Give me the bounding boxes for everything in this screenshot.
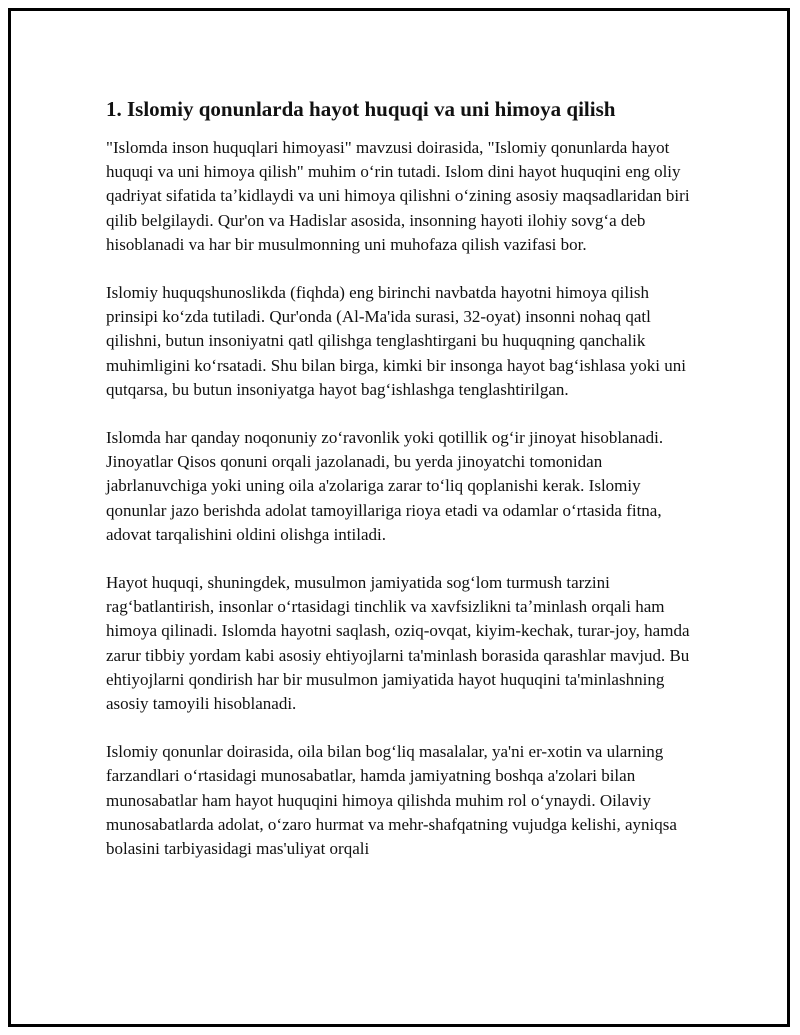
paragraph-2: Islomiy huquqshunoslikda (fiqhda) eng birinchi navbatda hayotni himoya qilish prinsipi koʻzda tutiladi. Qur'onda (Al-Ma'ida surasi, 32-oyat) insonni nohaq qatl qilishni, butun insoniyatni qatl qilishga tenglashtirgani bu huquqning qanchalik muhimligini koʻrsatadi. Shu bilan birga, kimki bir insonga hayot bagʻishlasa yoki uni qutqarsa, bu butun insoniyatga hayot bagʻishlashga tenglashtirilgan. (106, 283, 686, 399)
paragraph-1: "Islomda inson huquqlari himoyasi" mavzusi doirasida, "Islomiy qonunlarda hayot huquqi va uni himoya qilish" muhim oʻrin tutadi. Islom dini hayot huquqini eng oliy qadriyat sifatida taʼkidlaydi va uni himoya qilishni oʻzining asosiy maqsadlaridan biri qilib belgilaydi. Qur'on va Hadislar asosida, insonning hayoti ilohiy sovgʻa deb hisoblanadi va har bir musulmonning uni muhofaza qilish vazifasi bor. (106, 138, 690, 254)
paragraph-4: Hayot huquqi, shuningdek, musulmon jamiyatida sogʻlom turmush tarzini ragʻbatlantirish, insonlar oʻrtasidagi tinchlik va xavfsizlikni taʼminlash orqali ham himoya qilinadi. Islomda hayotni saqlash, oziq-ovqat, kiyim-kechak, turar-joy, hamda zarur tibbiy yordam kabi asosiy ehtiyojlarni ta'minlash borasida qarashlar mavjud. Bu ehtiyojlarni qondirish har bir musulmon jamiyatida hayot huquqini ta'minlashning asosiy tamoyili hisoblanadi. (106, 573, 690, 714)
section-heading: 1. Islomiy qonunlarda hayot huquqi va uni himoya qilish (106, 97, 616, 121)
document-body (106, 96, 696, 885)
paragraph-3: Islomda har qanday noqonuniy zoʻravonlik yoki qotillik ogʻir jinoyat hisoblanadi. Jinoyatlar Qisos qonuni orqali jazolanadi, bu yerda jinoyatchi tomonidan jabrlanuvchiga yoki uning oila a'zolariga zarar toʻliq qoplanishi kerak. Islomiy qonunlar jazo berishda adolat tamoyillariga rioya etadi va odamlar oʻrtasida fitna, adovat tarqalishini oldini olishga intiladi. (106, 428, 664, 544)
paragraph-5: Islomiy qonunlar doirasida, oila bilan bogʻliq masalalar, ya'ni er-xotin va ularning farzandlari oʻrtasidagi munosabatlar, hamda jamiyatning boshqa a'zolari bilan munosabatlar ham hayot huquqini himoya qilishda muhim rol oʻynaydi. Oilaviy munosabatlarda adolat, oʻzaro hurmat va mehr-shafqatning vujudga kelishi, ayniqsa bolasini tarbiyasidagi mas'uliyat orqali (106, 742, 677, 859)
